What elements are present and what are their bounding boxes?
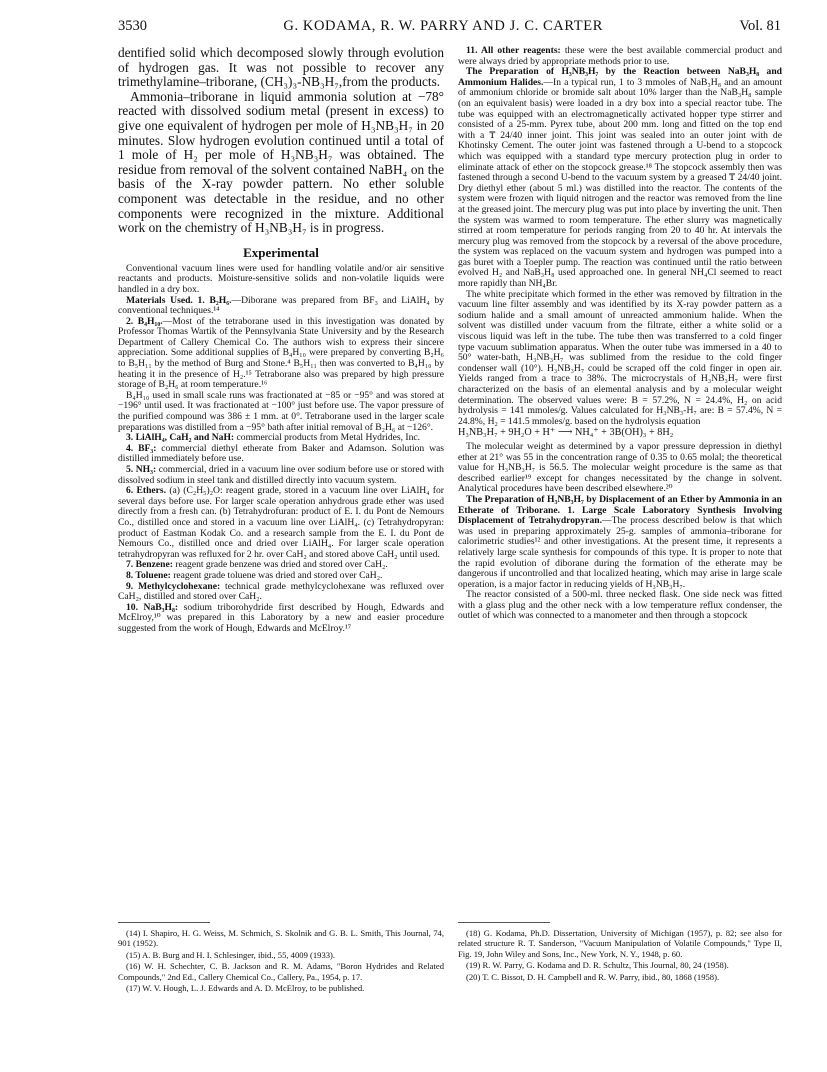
intro-text <box>118 46 444 236</box>
paragraph <box>118 317 444 391</box>
paragraph <box>458 290 782 428</box>
footnote: (17) W. V. Hough, L. J. Edwards and A. D. McElroy, to be published. <box>126 983 365 994</box>
paragraph <box>458 442 782 495</box>
paragraph-body: —In a typical run, 1 to 3 mmoles of NaB₃H₈ and an amount of ammonium chloride or bromide salt about 10% larger than the NaB₃H₈ sample (on an equivalent basis) were loaded in a dry box into a special reactor tube. The tube was equipped with an electromagnetically activated hopper type stirrer and consisted of a 25-mm. Pyrex tube, about 200 mm. long and fitted on the top end with a ₸ 24/40 inner joint. This joint was sealed into an outer joint with de Khotinsky Cement. The outer joint was fastened through a U-bend to a stopcock which was equipped with a standard type mercury protection plug in order to eliminate attack of ether on the stopcock grease.¹⁸ The stopcock assembly then was fastened through a second U-bend to the vacuum system by a greased ₸ 24/40 joint. Dry diethyl ether (about 5 ml.) was distilled into the reactor. The contents of the system were frozen with liquid nitrogen and the reactor was removed from the line at the greased joint. The mercury plug was put into place by inverting the unit. Then the system was warmed to room temperature. The ether slurry was magnetically stirred at room temperature for periods ranging from 20 to 40 hr. At intervals the mercury plug was removed from the stopcock by a reversal of the above procedure, the system was replaced on the vacuum system and hydrogen was pumped into a gas buret with a Toepler pump. The reaction was continued until the ratio between evolved H₂ and NaB₃H₈ used approached one. In general NH₄Cl seemed to react more rapidly than NH₄Br. <box>458 76 782 290</box>
paragraph-body: sodium triborohydride first described by Hough, Edwards and McElroy,¹⁰ was prepared in this Laboratory by a new and easier procedure suggested from the work of Hough, Edwards and McElroy.¹⁷ <box>118 601 444 634</box>
running-authors: G. KODAMA, R. W. PARRY AND J. C. CARTER <box>283 18 603 34</box>
paragraph-body: commercial products from Metal Hydrides, Inc. <box>234 432 421 444</box>
paragraph-body: commercial diethyl etherate from Baker and Adamson. Solution was distilled immediately before use. <box>118 442 444 465</box>
volume-label: Vol. 81 <box>739 18 781 34</box>
right-column <box>458 46 782 622</box>
left-column <box>118 46 444 635</box>
paragraph-heading: 11. All other reagents: <box>466 45 561 56</box>
paragraph-body: The reactor consisted of a 500-ml. three necked flask. One side neck was fitted with a glass plug and the other neck with a low temperature reflux condenser, the outlet of which was connected to a manometer and then through a stopcock <box>458 589 782 622</box>
section-title: Experimental <box>243 244 319 260</box>
paragraph <box>458 67 782 289</box>
paragraph-heading: 4. BF₃: <box>126 442 157 454</box>
paragraph <box>118 486 444 560</box>
paragraph-heading: 8. Toluene: <box>126 569 171 581</box>
hydrolysis-equation: H₃NB₃H₇ + 9H₂O + H⁺ ⟶ NH₄⁺ + 3B(OH)₃ + 8H₂ <box>458 427 674 439</box>
footnote-rule <box>118 922 210 923</box>
paragraph-body: reagent grade toluene was dried and stored over CaH₂. <box>170 569 383 581</box>
paragraph-body: commercial, dried in a vacuum line over sodium before use or stored with dissolved sodium in steel tank and distilled directly into vacuum system. <box>118 464 444 486</box>
footnote: (16) W. H. Schechter, C. B. Jackson and R. M. Adams, "Boron Hydrides and Related Compounds," 2nd Ed., Callery Chemical Co., Callery, Pa., 1954, p. 17. <box>118 961 444 982</box>
procedure-list <box>458 46 782 427</box>
paragraph <box>458 590 782 622</box>
paragraph-body: The white precipitate which formed in the ether was removed by filtration in the vacuum line filter assembly and was identified by its X-ray powder pattern as a sodium halide and a small amount of unreacted ammonium halide. When the solvent was distilled under vacuum from the filtrate, either a white solid or a viscous liquid was left in the tube. The tube then was transferred to a cold finger type vacuum sublimation apparatus. When the outer tube was immersed in a 40 to 50° water-bath, H₃NB₃H₇ was sublimed from the residue to the cold finger condenser wall (10°). H₃NB₃H₇ could be scraped off the cold finger in open air. Yields ranged from a trace to 38%. The microcrystals of H₃NB₃H₇ were first characterized on the basis of an elemental analysis and by a molecular weight determination. The observed values were: B = 57.2%, N = 24.4%, H₂ on acid hydrolysis = 141 mmoles/g. Values calculated for H₃NB₃-H₇ are: B = 57.4%, N = 24.8%, H₂ = 141.5 mmoles/g. based on the hydrolysis equation <box>458 288 782 427</box>
paragraph-heading: The Preparation of H₃NB₃H₇ by the Reaction between NaB₃H₈ and Ammonium Halides. <box>458 66 782 88</box>
paragraph-body: (a) (C₂H₅)₂O: reagent grade, stored in a vacuum line over LiAlH₄ for several days before use. For larger scale operation anhydrous grade ether was used directly from a fresh can. (b) Tetrahydrofuran: product of E. I. du Pont de Nemours Co., distilled once and stored in a vacuum line over LiAlH₄. (c) Tetrahydropyran: product of Eastman Kodak Co. and a research sample from the E. I. du Pont de Nemours Co., distilled once and dried over LiAlH₄. For larger scale operation tetrahydropyran was refluxed for 2 hr. over CaH₂ and stored above CaH₂ until used. <box>118 485 444 560</box>
paragraph-heading: The Preparation of H₃NB₃H₇ by Displacement of an Ether by Ammonia in an Etherate of Triborane. 1. Large Scale Laboratory Synthesis Involving Displacement of Tetrahydropyran. <box>458 493 782 527</box>
footnotes-right <box>458 928 782 983</box>
paragraph-heading: 10. NaB₃H₈: <box>126 601 179 613</box>
paragraph-heading: 5. NH₃: <box>126 464 157 475</box>
paragraph-heading: 7. Benzene: <box>126 559 173 571</box>
paragraph-heading: Materials Used. 1. B₂H₆. <box>126 294 232 306</box>
paragraph: Conventional vacuum lines were used for handling volatile and/or air sensitive reactants and products. Moisture-sensitive solids and non-volatile liquids were handled in a dry box. <box>118 262 444 295</box>
footnotes-left <box>118 928 444 994</box>
procedure-list-2 <box>458 442 782 622</box>
footnote: (14) I. Shapiro, H. G. Weiss, M. Schmich, S. Skolnik and G. B. L. Smith, This Journal, 74, 901 (1952). <box>118 928 444 949</box>
paragraph-body: B₄H₁₀ used in small scale runs was fractionated at −85 or −95° and was stored at −196° until used. It was fractionated at −100° just before use. The vapor pressure of the purified compound was 386 ± 1 mm. at 0°. Tetraborane used in the larger scale preparations was distilled from a −95° bath after initial removal of B₂H₆ at −126°. <box>118 389 444 433</box>
paragraph-heading: 9. Methylcyclohexane: <box>126 580 221 592</box>
paragraph <box>458 495 782 590</box>
paragraph <box>118 582 444 603</box>
page-header <box>118 18 781 40</box>
paragraph <box>118 444 444 465</box>
footnote: (18) G. Kodama, Ph.D. Dissertation, University of Michigan (1957), p. 82; see also for related structure R. T. Sanderson, "Vacuum Manipulation of Volatile Compounds," Type II, Fig. 19, John Wiley and Sons, Inc., New York, N. Y., 1948, p. 60. <box>458 928 782 959</box>
page-number: 3530 <box>118 18 147 34</box>
paragraph <box>118 603 444 635</box>
paragraph-heading: 2. B₄H₁₀. <box>126 315 163 327</box>
footnote: (19) R. W. Parry, G. Kodama and D. R. Schultz, This Journal, 80, 24 (1958). <box>466 960 729 971</box>
footnote: (20) T. C. Bissot, D. H. Campbell and R. W. Parry, ibid., 80, 1868 (1958). <box>466 971 720 982</box>
paragraph: dentified solid which decomposed slowly through evolution of hydrogen gas. It was not possible to recover any trimethylamine–triborane, (CH₃)₃-NB₃H₇,from the products. <box>118 45 444 90</box>
paragraph-heading: 3. LiAlH₄, CaH₂ and NaH: <box>126 432 235 444</box>
paragraph <box>458 46 782 67</box>
materials-list <box>118 296 444 635</box>
paragraph <box>118 391 444 433</box>
paragraph-body: these were the best available commercial product and were always dried by appropriate methods prior to use. <box>458 45 782 67</box>
procedure-text <box>458 46 782 622</box>
paragraph-body: —Diborane was prepared from BF₃ and LiAlH₄ by conventional techniques.¹⁴ <box>118 294 444 317</box>
footnote-rule <box>458 922 550 923</box>
paragraph-body: The molecular weight as determined by a vapor pressure depression in diethyl ether at 21° was 55 in the concentration range of 0.35 to 0.65 molal; the theoretical value for H₃NB₃H₇ is 56.5. The molecular weight procedure is the same as that described earlier¹⁹ except for changes necessitated by the change in solvent. Analytical procedures have been described elsewhere.²⁰ <box>458 440 782 495</box>
paragraph-body: —The process described below is that which was used in preparing approximately 25-g. samples of ammonia–triborane for calorimetric studies¹² and other investigations. At the present time, it represents a relatively large scale synthesis for compounds of this type. It is proper to note that the rapid evolution of diborane during the formation of the etherate may be dangerous if uncontrolled and that localized heating, which may arise in large scale operation, is a major factor in reducing yields of H₃NB₃H₇. <box>458 515 783 590</box>
paragraph-body: reagent grade benzene was dried and stored over CaH₂. <box>172 559 388 571</box>
paragraph-body: technical grade methylcyclohexane was refluxed over CaH₂, distilled and stored over CaH₂. <box>118 580 444 603</box>
footnote: (15) A. B. Burg and H. I. Schlesinger, ibid., 55, 4009 (1933). <box>126 949 336 960</box>
paragraph <box>118 465 444 486</box>
paragraph: Ammonia–triborane in liquid ammonia solution at −78° reacted with dissolved sodium metal (present in excess) to give one equivalent of hydrogen per mole of H₃NB₃H₇ in 20 minutes. Slow hydrogen evolution continued until a total of 1 mole of H₂ per mole of H₃NB₃H₇ was obtained. The residue from removal of the solvent contained NaBH₄ on the basis of the X-ray powder pattern. No ether soluble component was detectable in the residue, and no other components were recognized in the mixture. Additional work on the chemistry of H₃NB₃H₇ is in progress. <box>118 88 444 236</box>
paragraph-body: —Most of the tetraborane used in this investigation was donated by Professor Thomas Wartik of the Pennsylvania State University and by the Research Department of Callery Chemical Co. The authors wish to express their sincere appreciation. Some additional supplies of B₄H₁₀ were prepared by converting B₂H₆ to B₅H₁₁ by the method of Burg and Stone.⁴ B₅H₁₁ then was converted to B₄H₁₀ by heating it in the presence of H₂.¹⁵ Tetraborane also was prepared by high pressure storage of B₂H₆ at room temperature.¹⁶ <box>118 315 445 391</box>
paragraph <box>118 296 444 317</box>
paragraph-heading: 6. Ethers. <box>126 485 167 497</box>
experimental-text <box>118 264 444 635</box>
